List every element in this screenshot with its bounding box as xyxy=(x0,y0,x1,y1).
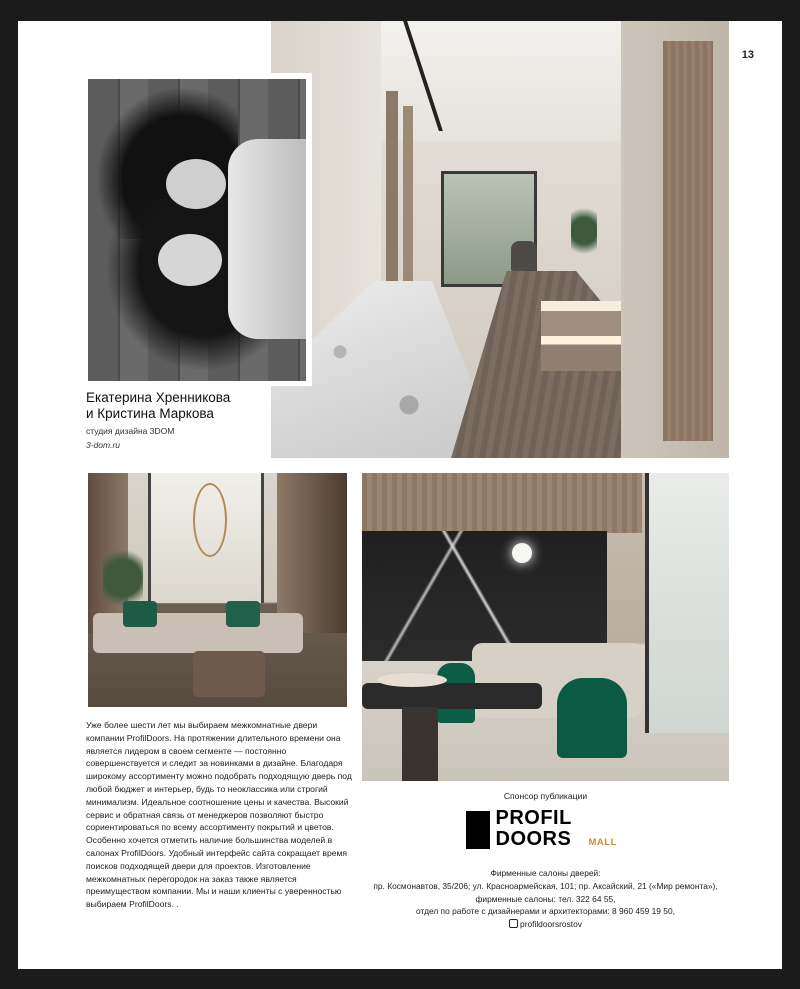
living-room-photo xyxy=(88,473,347,707)
designers-caption xyxy=(86,390,266,450)
sponsor-phone: фирменные салоны: тел. 322 64 55, xyxy=(475,893,616,904)
corridor-photo xyxy=(271,21,729,458)
designers-portrait-photo xyxy=(88,79,306,381)
profildoors-logo xyxy=(466,807,626,853)
sponsor-block xyxy=(362,791,729,931)
dining-room-photo xyxy=(362,473,729,781)
logo-word-profil: PROFIL xyxy=(495,807,572,829)
logo-word-doors: DOORS xyxy=(495,828,572,850)
sponsor-instagram[interactable] xyxy=(362,918,729,931)
instagram-icon xyxy=(509,919,518,928)
page-number: 13 xyxy=(741,49,754,61)
sponsor-designers-phone: отдел по работе с дизайнерами и архитекторами: 8 960 459 19 50, xyxy=(416,906,675,917)
studio-label: студия дизайна 3DOM xyxy=(86,426,175,436)
sponsor-addresses: пр. Космонавтов, 35/206; ул. Красноармейская, 101; пр. Аксайский, 21 («Мир ремонта»), xyxy=(373,880,718,891)
logo-word-mall: MALL xyxy=(588,837,617,848)
designer-name-line2: и Кристина Маркова xyxy=(86,406,214,421)
designer-name-line1: Екатерина Хренникова xyxy=(86,390,231,405)
sponsor-line1: Фирменные салоны дверей: xyxy=(490,868,601,878)
studio-website: 3-dom.ru xyxy=(86,440,121,450)
instagram-handle[interactable]: profildoorsrostov xyxy=(520,919,582,930)
article-body-text: Уже более шести лет мы выбираем межкомнатные двери компании ProfilDoors. На протяжении длительного времени она является лидером в своем сегменте — постоянно совершенствуется и следит за новинками в дизайне. Благодаря широкому ассортименту можно подобрать подходящую дверь под любой бюджет и интерьер, будь то неоклассика или строгий минимализм. Идеальное соотношение цены и качества. Высокий сервис и обратная связь от менеджеров позволяют быстро сориентироваться по всему ассортименту покрытий и цветов. Особенно хочется отметить наличие большинства моделей в салонах ProfilDoors. Удобный интерфейс сайта сокращает время поисков подходящей двери для проектов. Изготовление межкомнатных перегородок на заказ также является преимуществом компании. Мы и наши клиенты с уверенностью выбираем ProfilDoors. . xyxy=(86,720,352,910)
magazine-page xyxy=(18,21,782,969)
logo-square-icon xyxy=(466,811,490,849)
sponsor-label: Спонсор публикации xyxy=(503,791,588,801)
